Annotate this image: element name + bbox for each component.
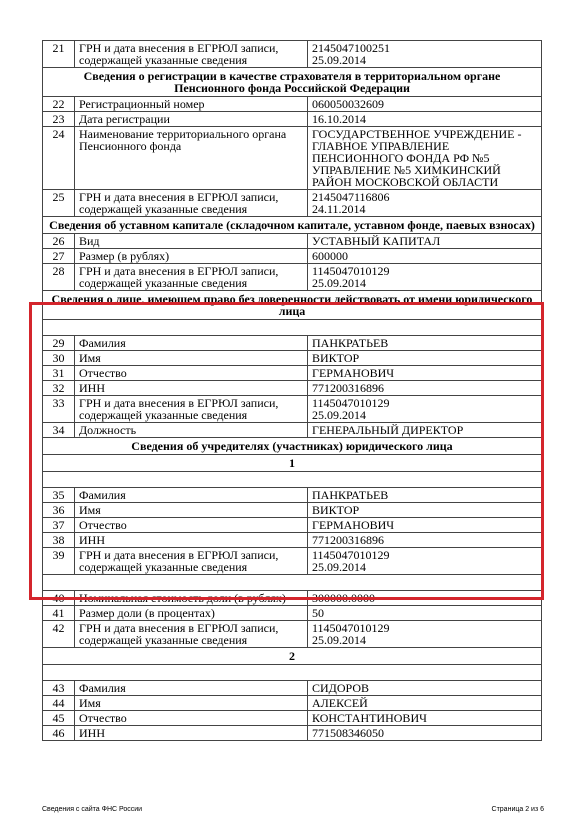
field-value: 50 bbox=[308, 606, 542, 621]
table-row bbox=[43, 127, 542, 190]
field-label: Дата регистрации bbox=[75, 112, 308, 127]
field-value: 16.10.2014 bbox=[308, 112, 542, 127]
row-number: 35 bbox=[43, 488, 75, 503]
blank-row bbox=[43, 472, 542, 488]
footer-source: Сведения с сайта ФНС России bbox=[42, 806, 143, 813]
field-label: Наименование территориального органа Пенсионного фонда bbox=[75, 127, 308, 190]
table-row bbox=[43, 533, 542, 548]
row-number: 46 bbox=[43, 726, 75, 741]
field-label: ГРН и дата внесения в ЕГРЮЛ записи, содержащей указанные сведения bbox=[75, 190, 308, 217]
table-row bbox=[43, 681, 542, 696]
table-row bbox=[43, 336, 542, 351]
field-value: 060050032609 bbox=[308, 97, 542, 112]
egrul-table-body bbox=[43, 41, 542, 741]
section-heading: 2 bbox=[43, 648, 542, 665]
row-number: 25 bbox=[43, 190, 75, 217]
field-label: Фамилия bbox=[75, 488, 308, 503]
table-row bbox=[43, 366, 542, 381]
field-label: Вид bbox=[75, 234, 308, 249]
field-label: Фамилия bbox=[75, 336, 308, 351]
field-value: КОНСТАНТИНОВИЧ bbox=[308, 711, 542, 726]
section-heading: Сведения о регистрации в качестве страхователя в территориальном органе Пенсионного фонда Российской Федерации bbox=[43, 68, 542, 97]
table-row bbox=[43, 606, 542, 621]
field-value: 600000 bbox=[308, 249, 542, 264]
field-value: 771508346050 bbox=[308, 726, 542, 741]
row-number: 42 bbox=[43, 621, 75, 648]
table-row bbox=[43, 190, 542, 217]
section-heading: Сведения об уставном капитале (складочном капитале, уставном фонде, паевых взносах) bbox=[43, 217, 542, 234]
table-row bbox=[43, 97, 542, 112]
field-label: Номинальная стоимость доли (в рублях) bbox=[75, 591, 308, 606]
blank-row bbox=[43, 575, 542, 591]
field-label: ГРН и дата внесения в ЕГРЮЛ записи, содержащей указанные сведения bbox=[75, 396, 308, 423]
section-heading-row bbox=[43, 438, 542, 455]
row-number: 32 bbox=[43, 381, 75, 396]
field-value: ВИКТОР bbox=[308, 351, 542, 366]
row-number: 43 bbox=[43, 681, 75, 696]
row-number: 22 bbox=[43, 97, 75, 112]
blank-row bbox=[43, 665, 542, 681]
row-number: 36 bbox=[43, 503, 75, 518]
table-row bbox=[43, 696, 542, 711]
blank-cell bbox=[43, 575, 542, 591]
row-number: 34 bbox=[43, 423, 75, 438]
table-row bbox=[43, 396, 542, 423]
field-value: ГЕРМАНОВИЧ bbox=[308, 366, 542, 381]
field-value: ГЕРМАНОВИЧ bbox=[308, 518, 542, 533]
blank-row bbox=[43, 320, 542, 336]
field-value: ПАНКРАТЬЕВ bbox=[308, 336, 542, 351]
field-label: Отчество bbox=[75, 711, 308, 726]
row-number: 30 bbox=[43, 351, 75, 366]
blank-cell bbox=[43, 320, 542, 336]
table-row bbox=[43, 488, 542, 503]
field-value: ПАНКРАТЬЕВ bbox=[308, 488, 542, 503]
table-row bbox=[43, 548, 542, 575]
field-value: УСТАВНЫЙ КАПИТАЛ bbox=[308, 234, 542, 249]
row-number: 45 bbox=[43, 711, 75, 726]
field-label: Отчество bbox=[75, 518, 308, 533]
table-row bbox=[43, 264, 542, 291]
field-value: 1145047010129 25.09.2014 bbox=[308, 396, 542, 423]
field-label: ИНН bbox=[75, 381, 308, 396]
field-value: 771200316896 bbox=[308, 533, 542, 548]
field-label: ГРН и дата внесения в ЕГРЮЛ записи, содержащей указанные сведения bbox=[75, 41, 308, 68]
field-value: СИДОРОВ bbox=[308, 681, 542, 696]
section-heading-row bbox=[43, 68, 542, 97]
field-label: Должность bbox=[75, 423, 308, 438]
field-label: Отчество bbox=[75, 366, 308, 381]
field-value: 2145047100251 25.09.2014 bbox=[308, 41, 542, 68]
table-row bbox=[43, 503, 542, 518]
field-label: Размер доли (в процентах) bbox=[75, 606, 308, 621]
table-row bbox=[43, 711, 542, 726]
row-number: 39 bbox=[43, 548, 75, 575]
section-heading-row bbox=[43, 291, 542, 320]
blank-cell bbox=[43, 665, 542, 681]
field-label: ГРН и дата внесения в ЕГРЮЛ записи, содержащей указанные сведения bbox=[75, 548, 308, 575]
table-row bbox=[43, 41, 542, 68]
field-value: 1145047010129 25.09.2014 bbox=[308, 621, 542, 648]
section-heading-row bbox=[43, 648, 542, 665]
section-heading-row bbox=[43, 217, 542, 234]
field-label: Имя bbox=[75, 696, 308, 711]
row-number: 21 bbox=[43, 41, 75, 68]
egrul-extract-table bbox=[42, 40, 542, 741]
row-number: 26 bbox=[43, 234, 75, 249]
field-label: ГРН и дата внесения в ЕГРЮЛ записи, содержащей указанные сведения bbox=[75, 264, 308, 291]
table-row bbox=[43, 726, 542, 741]
row-number: 29 bbox=[43, 336, 75, 351]
field-value: 1145047010129 25.09.2014 bbox=[308, 548, 542, 575]
section-heading: 1 bbox=[43, 455, 542, 472]
field-label: ГРН и дата внесения в ЕГРЮЛ записи, содержащей указанные сведения bbox=[75, 621, 308, 648]
row-number: 31 bbox=[43, 366, 75, 381]
field-value: ГЕНЕРАЛЬНЫЙ ДИРЕКТОР bbox=[308, 423, 542, 438]
section-heading: Сведения о лице, имеющем право без доверенности действовать от имени юридического лица bbox=[43, 291, 542, 320]
field-label: Регистрационный номер bbox=[75, 97, 308, 112]
field-value: 771200316896 bbox=[308, 381, 542, 396]
row-number: 27 bbox=[43, 249, 75, 264]
table-row bbox=[43, 351, 542, 366]
field-label: ИНН bbox=[75, 533, 308, 548]
table-row bbox=[43, 621, 542, 648]
field-label: Имя bbox=[75, 351, 308, 366]
row-number: 23 bbox=[43, 112, 75, 127]
field-value: ГОСУДАРСТВЕННОЕ УЧРЕЖДЕНИЕ - ГЛАВНОЕ УПРАВЛЕНИЕ ПЕНСИОННОГО ФОНДА РФ №5 УПРАВЛЕНИЕ №5 ХИМКИНСКИЙ РАЙОН МОСКОВСКОЙ ОБЛАСТИ bbox=[308, 127, 542, 190]
blank-cell bbox=[43, 472, 542, 488]
field-label: Фамилия bbox=[75, 681, 308, 696]
row-number: 40 bbox=[43, 591, 75, 606]
row-number: 28 bbox=[43, 264, 75, 291]
table-row bbox=[43, 518, 542, 533]
field-label: Имя bbox=[75, 503, 308, 518]
field-label: Размер (в рублях) bbox=[75, 249, 308, 264]
table-row bbox=[43, 234, 542, 249]
row-number: 37 bbox=[43, 518, 75, 533]
field-value: АЛЕКСЕЙ bbox=[308, 696, 542, 711]
row-number: 44 bbox=[43, 696, 75, 711]
section-heading-row bbox=[43, 455, 542, 472]
table-row bbox=[43, 423, 542, 438]
table-row bbox=[43, 112, 542, 127]
row-number: 33 bbox=[43, 396, 75, 423]
field-value: ВИКТОР bbox=[308, 503, 542, 518]
field-value: 1145047010129 25.09.2014 bbox=[308, 264, 542, 291]
table-row bbox=[43, 381, 542, 396]
field-value: 300000.0000 bbox=[308, 591, 542, 606]
field-value: 2145047116806 24.11.2014 bbox=[308, 190, 542, 217]
field-label: ИНН bbox=[75, 726, 308, 741]
row-number: 24 bbox=[43, 127, 75, 190]
row-number: 38 bbox=[43, 533, 75, 548]
table-row bbox=[43, 249, 542, 264]
row-number: 41 bbox=[43, 606, 75, 621]
section-heading: Сведения об учредителях (участниках) юридического лица bbox=[43, 438, 542, 455]
table-row bbox=[43, 591, 542, 606]
footer-page-number: Страница 2 из 6 bbox=[491, 806, 544, 813]
